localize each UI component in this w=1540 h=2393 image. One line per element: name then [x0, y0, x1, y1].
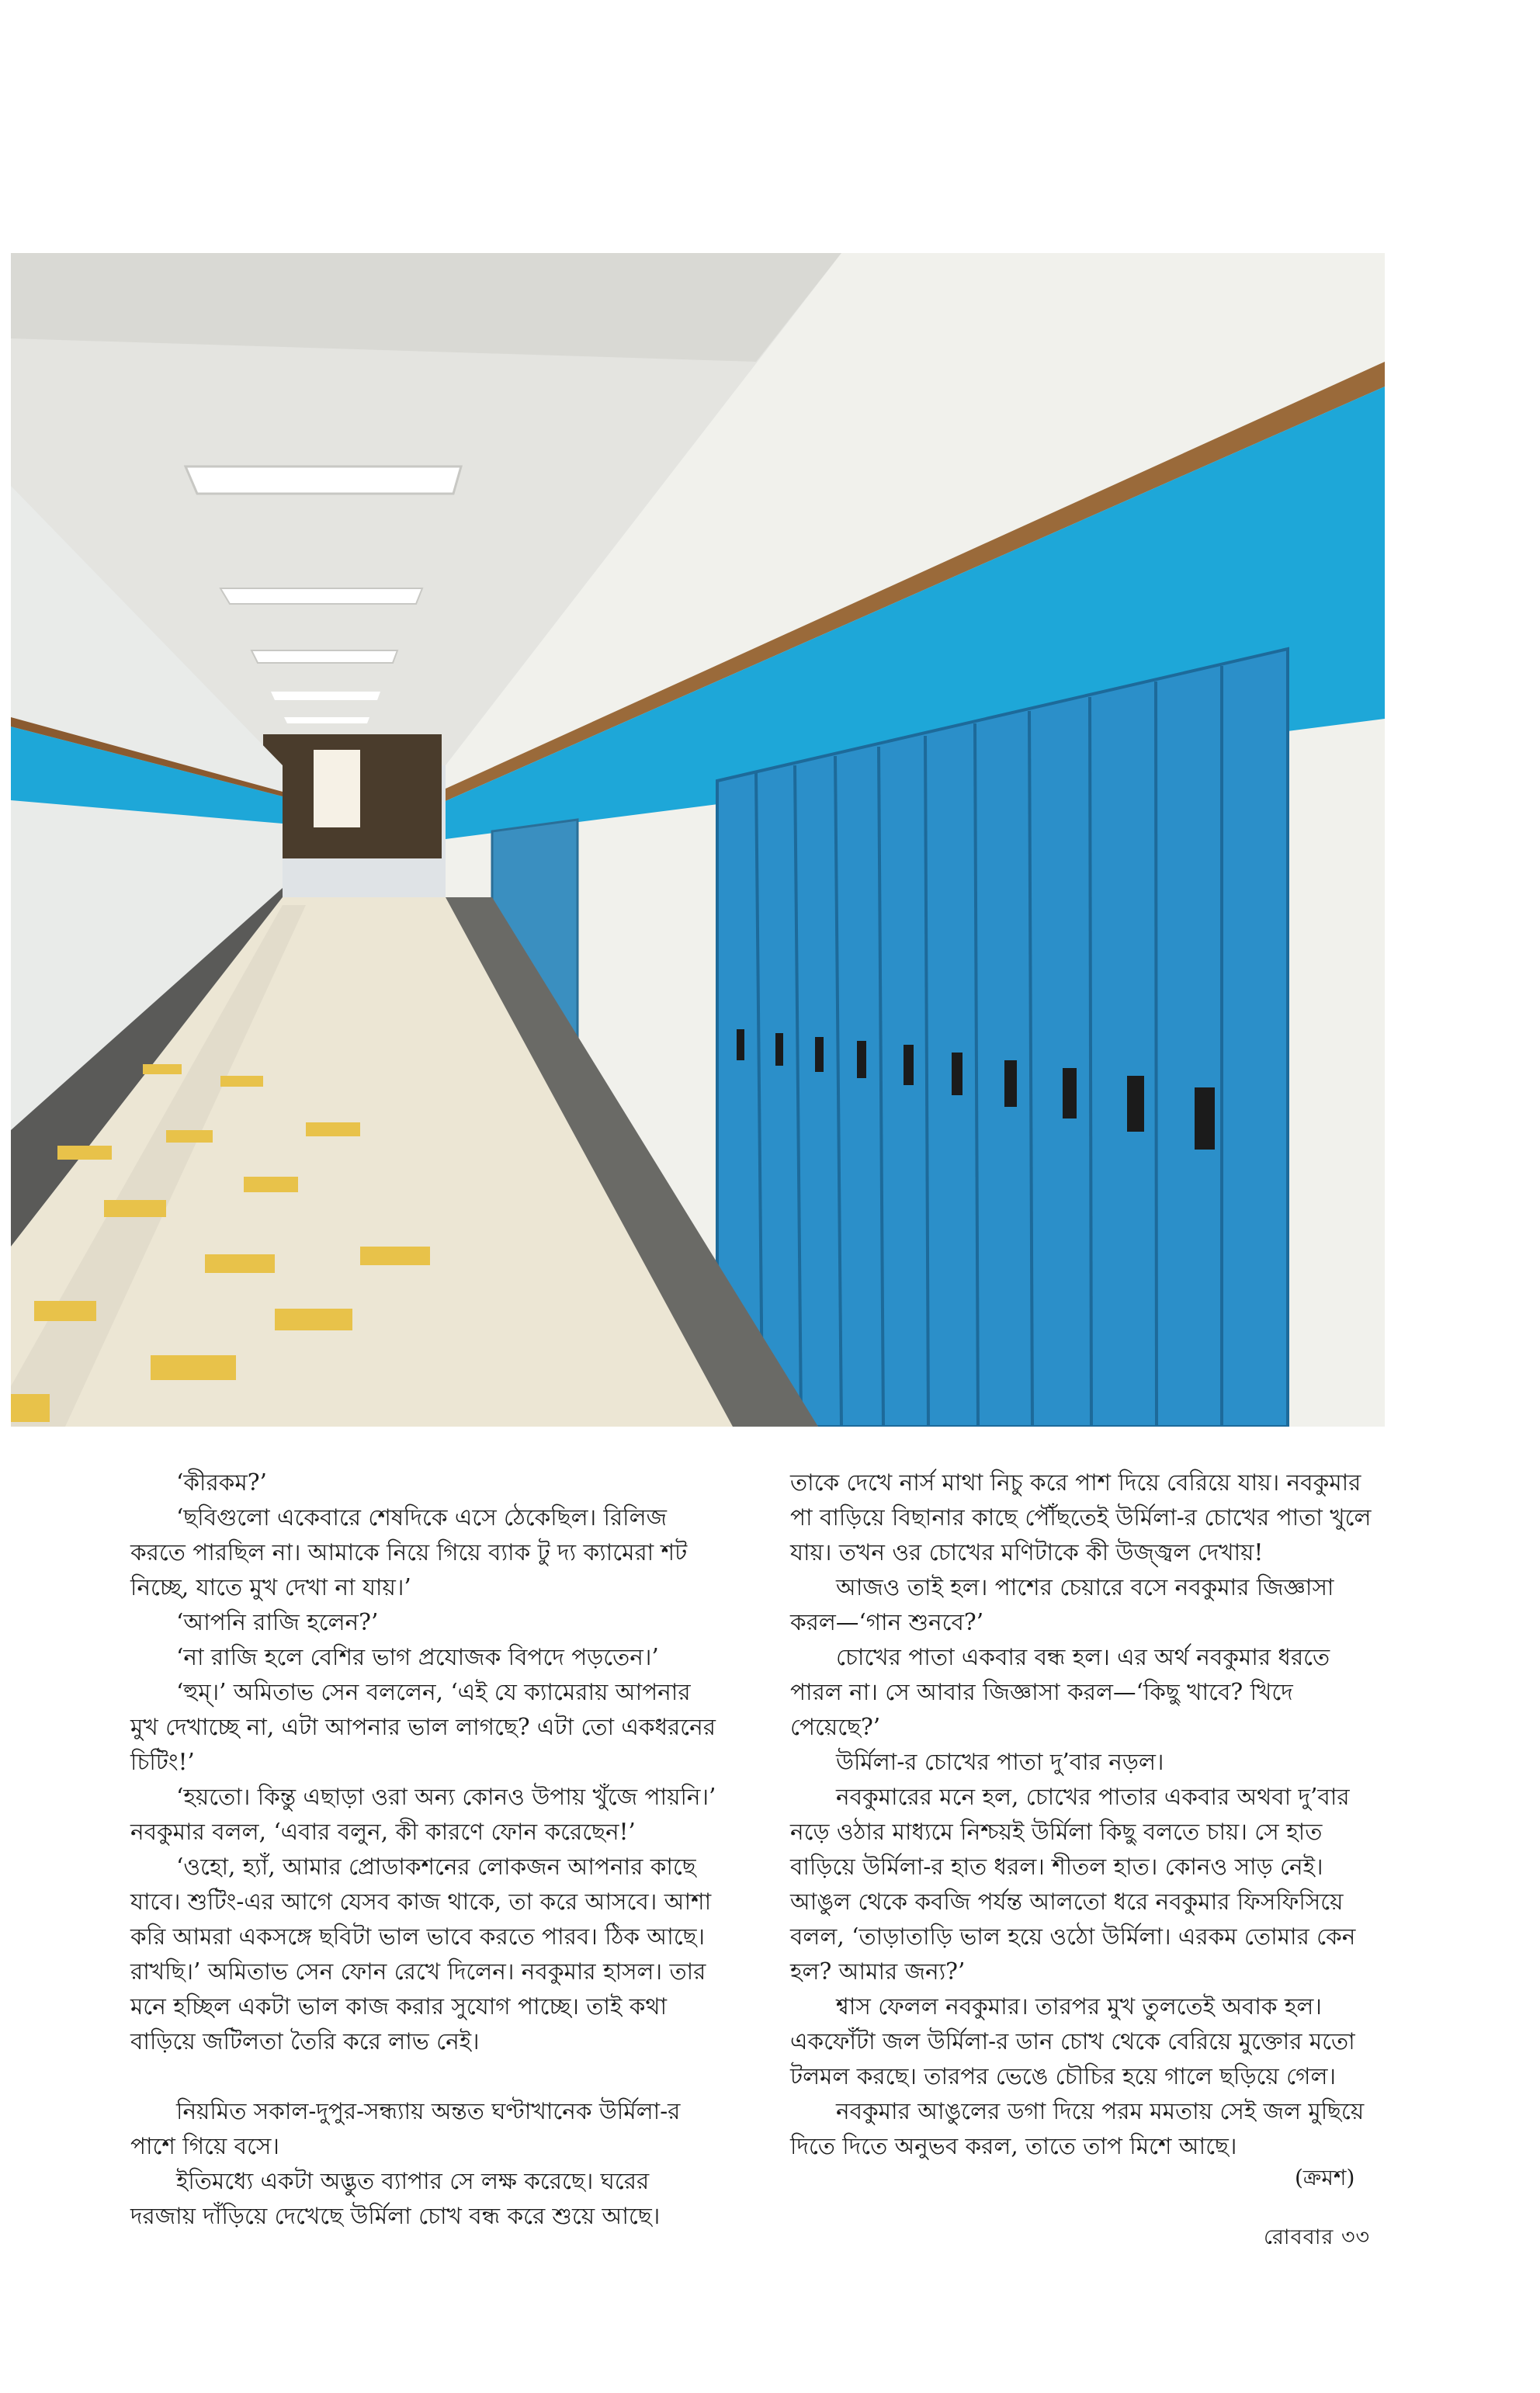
continued-label: (ক্রমশ) — [1295, 2165, 1355, 2190]
paragraph: নবকুমারের মনে হল, চোখের পাতার একবার অথবা দু’বার নড়ে ওঠার মাধ্যমে নিশ্চয়ই উর্মিলা কিছু বলতে চায়। সে হাত বাড়িয়ে উর্মিলা-র হাত ধরল। শীতল হাত। কোনও সাড় নেই। আঙুল থেকে কবজি পর্যন্ত আলতো ধরে নবকুমার ফিসফিসিয়ে বলল, ‘তাড়াতাড়ি ভাল হয়ে ওঠো উর্মিলা। এরকম তোমার কেন হল? আমার জন্য?’ — [790, 1784, 1356, 1985]
paragraph: শ্বাস ফেলল নবকুমার। তারপর মুখ তুলতেই অবাক হল। একফোঁটা জল উর্মিলা-র ডান চোখ থেকে বেরিয়ে মুক্তোর মতো টলমল করছে। তারপর ভেঙে চৌচির হয়ে গালে ছড়িয়ে গেল। — [790, 1993, 1355, 2090]
paragraph: ‘হুম্।’ অমিতাভ সেন বললেন, ‘এই যে ক্যামেরায় আপনার মুখ দেখাচ্ছে না, এটা আপনার ভাল লাগছে? এটা তো একধরনের চিটিং!’ — [130, 1679, 716, 1775]
paragraph: নিয়মিত সকাল-দুপুর-সন্ধ্যায় অন্তত ঘণ্টাখানেক উর্মিলা-র পাশে গিয়ে বসে। — [130, 2098, 681, 2159]
section-break — [130, 2059, 720, 2094]
paragraph: ‘ওহো, হ্যাঁ, আমার প্রোডাকশনের লোকজন আপনার কাছে যাবে। শুটিং-এর আগে যেসব কাজ থাকে, তা করে আসবে। আশা করি আমরা একসঙ্গে ছবিটা ভাল ভাবে করতে পারব। ঠিক আছে। রাখছি।’ অমিতাভ সেন ফোন রেখে দিলেন। নবকুমার হাসল। তার মনে হচ্ছিল একটা ভাল কাজ করার সুযোগ পাচ্ছে। তাই কথা বাড়িয়ে জটিলতা তৈরি করে লাভ নেই। — [130, 1854, 712, 2055]
page-footer: রোববার ৩৩ — [1264, 2225, 1371, 2249]
paragraph: উর্মিলা-র চোখের পাতা দু’বার নড়ল। — [836, 1749, 1164, 1775]
paragraph: ‘না রাজি হলে বেশির ভাগ প্রযোজক বিপদে পড়তেন।’ — [176, 1644, 659, 1670]
paragraph: ‘ছবিগুলো একেবারে শেষদিকে এসে ঠেকেছিল। রিলিজ করতে পারছিল না। আমাকে নিয়ে গিয়ে ব্যাক টু দ্য ক্যামেরা শট নিচ্ছে, যাতে মুখ দেখা না যায়।’ — [130, 1504, 688, 1601]
paragraph: ‘কীরকম?’ — [176, 1469, 267, 1496]
paragraph: ইতিমধ্যে একটা অদ্ভুত ব্যাপার সে লক্ষ করেছে। ঘরের দরজায় দাঁড়িয়ে দেখেছে উর্মিলা চোখ বন্ধ করে শুয়ে আছে। — [130, 2168, 661, 2229]
paragraph: ‘আপনি রাজি হলেন?’ — [176, 1609, 379, 1635]
paragraph: আজও তাই হল। পাশের চেয়ারে বসে নবকুমার জিজ্ঞাসা করল—‘গান শুনবে?’ — [790, 1574, 1334, 1635]
hallway-photo — [11, 253, 1385, 1427]
article-column-right — [790, 1465, 1380, 2164]
school-hallway-lockers-icon — [11, 253, 1385, 1427]
paragraph: নবকুমার আঙুলের ডগা দিয়ে পরম মমতায় সেই জল মুছিয়ে দিতে দিতে অনুভব করল, তাতে তাপ মিশে আছে। — [790, 2098, 1365, 2159]
paragraph: ‘হয়তো। কিন্তু এছাড়া ওরা অন্য কোনও উপায় খুঁজে পায়নি।’ নবকুমার বলল, ‘এবার বলুন, কী কারণে ফোন করেছেন!’ — [130, 1784, 716, 1845]
paragraph: তাকে দেখে নার্স মাথা নিচু করে পাশ দিয়ে বেরিয়ে যায়। নবকুমার পা বাড়িয়ে বিছানার কাছে পৌঁছতেই উর্মিলা-র চোখের পাতা খুলে যায়। তখন ওর চোখের মণিটাকে কী উজ্জ্বল দেখায়! — [790, 1469, 1372, 1566]
article-column-left — [130, 1465, 720, 2234]
paragraph: চোখের পাতা একবার বন্ধ হল। এর অর্থ নবকুমার ধরতে পারল না। সে আবার জিজ্ঞাসা করল—‘কিছু খাবে? খিদে পেয়েছে?’ — [790, 1644, 1330, 1740]
